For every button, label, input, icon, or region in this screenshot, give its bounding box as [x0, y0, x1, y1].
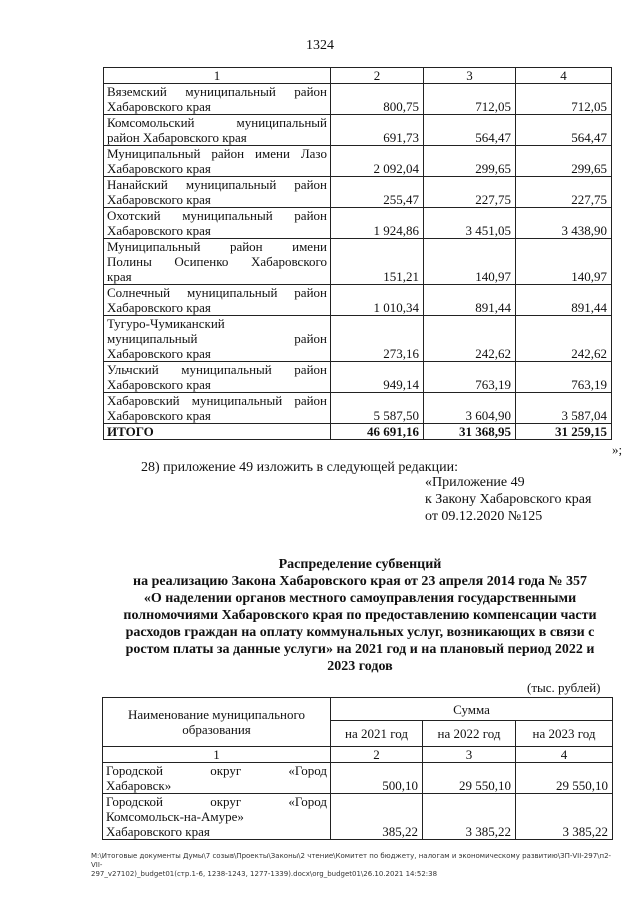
year-header: на 2021 год — [331, 721, 423, 747]
amount-2021: 385,22 — [331, 794, 423, 840]
table-row — [104, 316, 612, 362]
amount-2022: 3 451,05 — [424, 208, 516, 239]
header-text: образования — [182, 722, 251, 737]
municipality-name — [104, 84, 331, 115]
annex-reference — [425, 474, 591, 525]
subsidy-distribution-table — [102, 697, 613, 840]
subsidy-table-continued — [103, 67, 612, 440]
amount-2022: 299,65 — [424, 146, 516, 177]
name-line: Хабаровского края — [107, 346, 211, 361]
name-line: Хабаровского края — [107, 99, 211, 114]
amount-2023: 140,97 — [516, 239, 612, 285]
amount-2023: 763,19 — [516, 362, 612, 393]
name-line: район Хабаровского края — [107, 130, 247, 145]
amount-2023: 3 587,04 — [516, 393, 612, 424]
amount-2021: 949,14 — [331, 362, 424, 393]
file-path-footer — [91, 852, 621, 879]
amount-2022: 891,44 — [424, 285, 516, 316]
amount-2022: 763,19 — [424, 362, 516, 393]
name-line: муниципальный район — [107, 331, 327, 346]
header-text: Наименование муниципального — [127, 707, 306, 722]
header-cell: 4 — [516, 68, 612, 84]
amount-2021: 1 924,86 — [331, 208, 424, 239]
table-header-row — [103, 698, 613, 721]
amount-2021: 151,21 — [331, 239, 424, 285]
name-line: Хабаровского края — [107, 223, 211, 238]
title-line: 2023 годов — [327, 659, 393, 674]
municipality-name — [104, 316, 331, 362]
year-header: на 2023 год — [516, 721, 613, 747]
amount-2021: 691,73 — [331, 115, 424, 146]
amount-2021: 5 587,50 — [331, 393, 424, 424]
name-line: Хабаровского края — [107, 161, 211, 176]
municipality-name — [104, 146, 331, 177]
amount-2023: 3 438,90 — [516, 208, 612, 239]
sum-header: Сумма — [331, 698, 613, 721]
amount-2023: 299,65 — [516, 146, 612, 177]
name-line: Нанайский муниципальный район — [107, 177, 327, 192]
total-2022: 31 368,95 — [424, 424, 516, 440]
amount-2023: 29 550,10 — [516, 763, 613, 794]
units-label: (тыс. рублей) — [527, 680, 601, 695]
title-line: полномочиями Хабаровского края по предоставлению компенсации части — [123, 608, 597, 623]
amount-2023: 242,62 — [516, 316, 612, 362]
amount-2022: 3 385,22 — [423, 794, 516, 840]
amount-2023: 712,05 — [516, 84, 612, 115]
name-line: края — [107, 269, 132, 284]
amount-2022: 564,47 — [424, 115, 516, 146]
header-cell: 2 — [331, 68, 424, 84]
amendment-text: 28) приложение 49 изложить в следующей редакции: — [141, 460, 458, 475]
index-row — [103, 747, 613, 763]
name-line: Ульчский муниципальный район — [107, 362, 327, 377]
amount-2022: 242,62 — [424, 316, 516, 362]
annex-line: от 09.12.2020 №125 — [425, 509, 543, 524]
amount-2022: 227,75 — [424, 177, 516, 208]
index-cell: 3 — [423, 747, 516, 763]
index-cell: 4 — [516, 747, 613, 763]
footer-line: 297_v27102)_budget01(стр.1-6, 1238-1243, 1277-1339).docx\org_budget01\26.10.2021 14:52:38 — [91, 870, 438, 878]
footer-line: M:\Итоговые документы Думы\7 созыв\Проекты\Законы\2 чтение\Комитет по бюджету, налогам и экономическому развитию\ЗП-VII-297\п2-VII- — [91, 852, 612, 869]
title-line: на реализацию Закона Хабаровского края от 23 апреля 2014 года № 357 — [133, 574, 587, 589]
year-header: на 2022 год — [423, 721, 516, 747]
amount-2022: 3 604,90 — [424, 393, 516, 424]
amount-2022: 712,05 — [424, 84, 516, 115]
amount-2022: 29 550,10 — [423, 763, 516, 794]
amount-2023: 227,75 — [516, 177, 612, 208]
title-line: расходов граждан на оплату коммунальных услуг, возникающих в связи с — [125, 625, 595, 640]
municipality-name — [104, 239, 331, 285]
table-row — [104, 393, 612, 424]
municipality-name — [104, 285, 331, 316]
name-line: Комсомольский муниципальный — [107, 115, 327, 130]
name-line: Комсомольск-на-Амуре» — [106, 809, 244, 824]
document-title — [100, 556, 620, 675]
table-row — [103, 794, 613, 840]
table-row — [104, 208, 612, 239]
annex-line: «Приложение 49 — [425, 475, 525, 490]
name-line: Хабаровск» — [106, 778, 172, 793]
name-line: Хабаровского края — [107, 192, 211, 207]
table-row — [103, 763, 613, 794]
name-line: Муниципальный район имени — [107, 239, 327, 254]
name-line: Хабаровского края — [107, 408, 211, 423]
amount-2021: 273,16 — [331, 316, 424, 362]
table-header-row — [104, 68, 612, 84]
municipality-name — [104, 177, 331, 208]
municipality-name — [104, 362, 331, 393]
index-cell: 1 — [103, 747, 331, 763]
name-line: Городской округ «Город — [106, 763, 327, 778]
amount-2023: 564,47 — [516, 115, 612, 146]
name-line: Хабаровского края — [106, 824, 210, 839]
municipality-name — [103, 794, 331, 840]
table-row — [104, 177, 612, 208]
title-line: «О наделении органов местного самоуправления государственными — [143, 591, 577, 606]
annex-line: к Закону Хабаровского края — [425, 492, 592, 507]
title-line: Распределение субвенций — [278, 557, 442, 572]
amount-2021: 1 010,34 — [331, 285, 424, 316]
name-line: Хабаровского края — [107, 300, 211, 315]
municipality-name — [103, 763, 331, 794]
name-line: Городской округ «Город — [106, 794, 327, 809]
total-row — [104, 424, 612, 440]
table-row — [104, 115, 612, 146]
closing-quote: »; — [612, 442, 623, 457]
title-line: ростом платы за данные услуги» на 2021 год и на плановый период 2022 и — [125, 642, 595, 657]
amount-2021: 500,10 — [331, 763, 423, 794]
name-line: Охотский муниципальный район — [107, 208, 327, 223]
municipality-name — [104, 208, 331, 239]
header-cell: 1 — [104, 68, 331, 84]
table-row — [104, 362, 612, 393]
header-cell: 3 — [424, 68, 516, 84]
name-line: Хабаровский муниципальный район — [107, 393, 327, 408]
name-line: Солнечный муниципальный район — [107, 285, 327, 300]
municipality-header — [103, 698, 331, 747]
amount-2023: 891,44 — [516, 285, 612, 316]
name-line: Хабаровского края — [107, 377, 211, 392]
table-row — [104, 146, 612, 177]
amount-2023: 3 385,22 — [516, 794, 613, 840]
amount-2021: 800,75 — [331, 84, 424, 115]
table-row — [104, 239, 612, 285]
name-line: Вяземский муниципальный район — [107, 84, 327, 99]
table-row — [104, 285, 612, 316]
name-line: Тугуро-Чумиканский — [107, 316, 225, 331]
amount-2021: 2 092,04 — [331, 146, 424, 177]
page-number: 1324 — [306, 38, 334, 53]
total-2021: 46 691,16 — [331, 424, 424, 440]
municipality-name — [104, 393, 331, 424]
name-line: Полины Осипенко Хабаровского — [107, 254, 327, 269]
total-2023: 31 259,15 — [516, 424, 612, 440]
table-row — [104, 84, 612, 115]
total-label: ИТОГО — [104, 424, 331, 440]
name-line: Муниципальный район имени Лазо — [107, 146, 327, 161]
amount-2021: 255,47 — [331, 177, 424, 208]
index-cell: 2 — [331, 747, 423, 763]
municipality-name — [104, 115, 331, 146]
amount-2022: 140,97 — [424, 239, 516, 285]
